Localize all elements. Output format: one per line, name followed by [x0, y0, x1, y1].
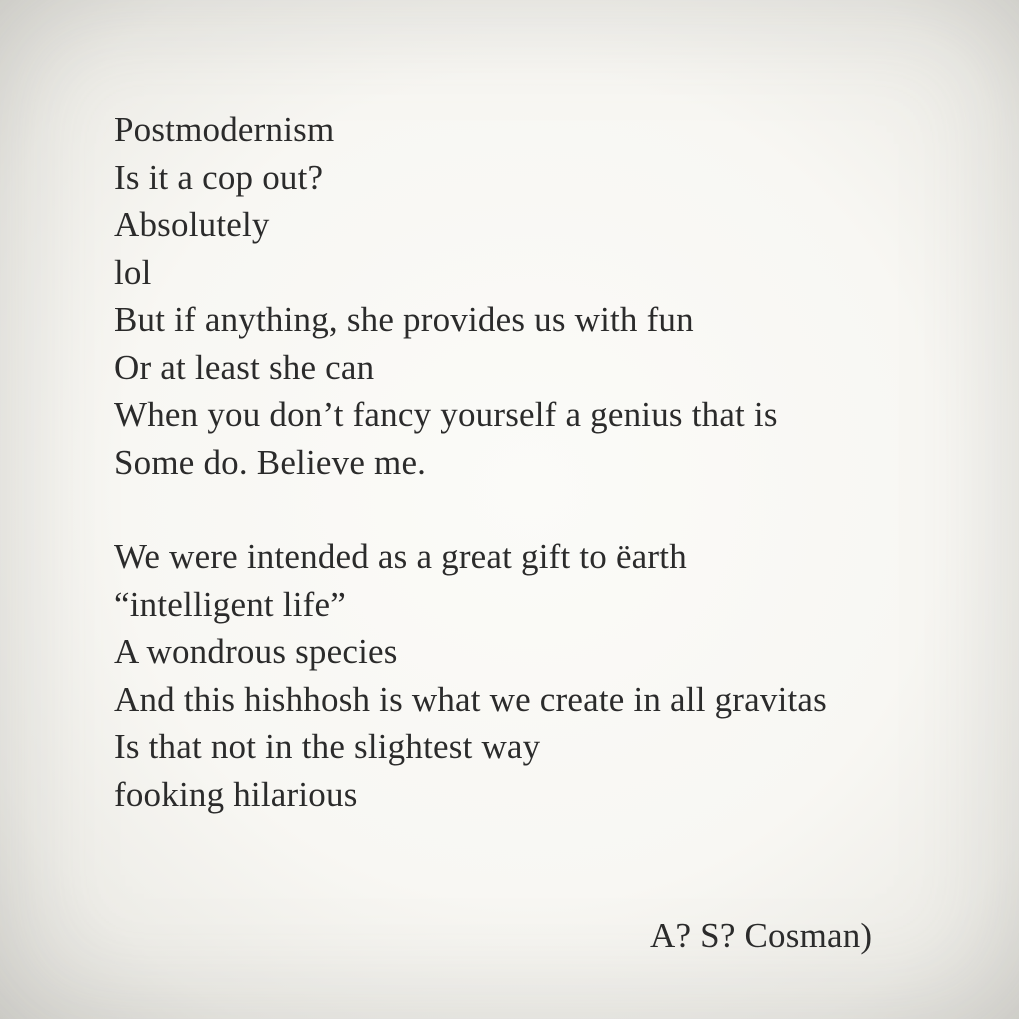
poem-line: fooking hilarious [114, 774, 358, 814]
poem-line: lol [114, 252, 152, 292]
poem-line: “intelligent life” [114, 584, 346, 624]
poem-line: Is it a cop out? [114, 157, 324, 197]
poem-line: When you don’t fancy yourself a genius that is [114, 395, 778, 434]
poem-line: But if anything, she provides us with fun [114, 300, 694, 339]
poem-line: We were intended as a great gift to ëarth [114, 537, 687, 576]
stanza-1 [114, 106, 994, 486]
poem-line: And this hishhosh is what we create in all gravitas [114, 679, 827, 719]
author-signature: A? S? Cosman) [650, 916, 873, 955]
poem-line: Is that not in the slightest way [114, 727, 541, 766]
poem-line: Postmodernism [114, 110, 335, 149]
poem-body [114, 106, 994, 818]
poem-line: Or at least she can [114, 347, 375, 387]
poem-line: A wondrous species [114, 632, 398, 671]
poem-line: Absolutely [114, 205, 270, 244]
poem-line: Some do. Believe me. [114, 442, 427, 482]
stanza-2 [114, 533, 994, 818]
